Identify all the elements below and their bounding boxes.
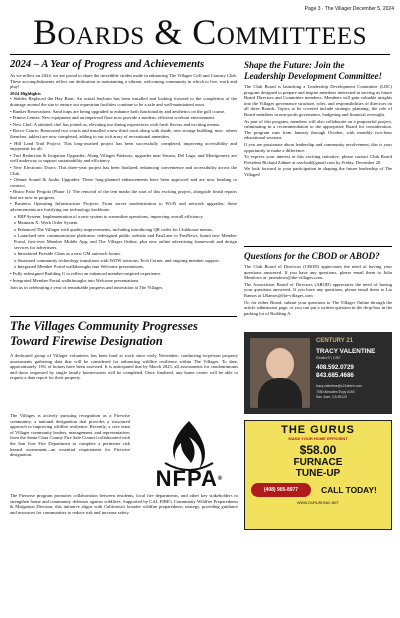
ldc-paragraph: As part of this program, members will also collaborate on a purposeful project, culminating in a recommendation to the appropriate Board for consideration. The program runs from January through October, with monthly two-hour educational sessions.	[244, 118, 392, 141]
highlight-item: • Bocce Courts: Renovated two courts and installed a new third court along with shade, new storage building, misc. others (benches, tables) are now completed, adding to our rich array of recreational amenities.	[10, 128, 237, 139]
ldc-paragraph: We look forward to your participation in shaping the future leadership of The Villages!	[244, 166, 392, 177]
firewise-article-title	[10, 319, 238, 349]
gurus-website[interactable]: WWW.GURUSHVAC.NET	[297, 501, 339, 505]
gurus-tagline: MAKE YOUR HOME EFFICIENT	[288, 436, 348, 441]
ldc-title-line2: Leadership Development Committee!	[244, 71, 382, 81]
progress-intro: As we reflect on 2024, we are proud to share the incredible strides made in enhancing The Villages Golf and Country Club. These accomplishments reflect our dedication to maintaining a vibrant, welcoming community in which to live, work and play!	[10, 73, 237, 90]
highlight-item: • Fitness Center: New equipment and an improved floor now provide a modern, efficient workout environment.	[10, 115, 216, 121]
progress-article-body	[10, 73, 237, 314]
page-header: Page 3 · The Villager December 5, 2024	[304, 6, 394, 12]
section-divider	[10, 316, 237, 317]
ldc-article-body	[244, 84, 392, 242]
highlight-item: • Stables Replaced the Hay Barn: An actual hayburn has been installed and looking forward to the completion of the drainage around the site to ensure our equestrian facilities continue to be a safe and well-maintained asset.	[10, 96, 237, 107]
nfpa-wordmark: NFPA	[155, 466, 218, 491]
realtor-name: TRACY VALENTINE	[316, 348, 376, 355]
masthead-rule	[10, 54, 390, 55]
progress-outro: Join us in celebrating a year of remarkable progress and innovation at The Villages.	[10, 285, 164, 291]
highlight-item: o Integrated Member Portal walkthroughs into Welcome presentations.	[14, 264, 145, 270]
highlights-list	[10, 96, 237, 283]
highlight-item: • New Electronic Doors: This three-year project has been finalized, enhancing convenience and accessibility across the Club.	[10, 164, 237, 176]
highlight-item: o Introduced Fireside Chats as a new GM outreach forum.	[14, 251, 121, 257]
highlight-item: • Fully redesigned Building G to reflect an enhanced member-inspired experience.	[10, 271, 162, 276]
highlight-item: o Sustained community technology transitions with WOW sessions, Tech Corner, and ongoing member support.	[14, 257, 220, 263]
highlight-item: • Bunker Renovations: Sand traps are being upgraded to enhance both functionality and aesthetics on the golf course.	[10, 108, 226, 114]
progress-article-title: 2024 – A Year of Progress and Achievements	[10, 59, 205, 70]
masthead-title: Boards & Committees	[32, 12, 368, 52]
ldc-title-line1: Shape the Future: Join the	[244, 60, 345, 70]
highlight-item: o ERP System: Implementation of a new system to streamline operations, improving overall efficiency.	[14, 213, 204, 219]
highlight-item: • Orbuni Sound & Audio Upgrades: These long-planned enhancements have been approved and are now heading to contract.	[10, 177, 237, 188]
ldc-paragraph: The Club Board is launching a Leadership Development Committee (LDC) program designed to prepare and inspire members interested in serving as future Board Directors and Committee members. Members will gain valuable insights into the Villages governance structure, roles, and responsibilities of directors on all three Boards. Topics to be covered include strategic planning, the role of Board members in non-profit governance, budgeting and financial oversight.	[244, 84, 392, 117]
firewise-para1: A dedicated group of Villager volunteers has been hard at work since early November, conducting in-person property assessments gathering data that will be considered for enhancing wildfire resilience within The Villages. To date, approximately 13% of homes have been assessed. It is anticipated that by March 2025, all assessments for condominiums and those requested by single family homeowners will be completed. Once finalized, any home owner will be able to request a data report for their property.	[10, 353, 238, 381]
service-tuneup: TUNE-UP	[295, 468, 341, 479]
questions-article-title: Questions for the CBOD or ABOD?	[244, 251, 380, 261]
ldc-paragraph: If you are passionate about leadership and community involvement, this is your opportunity to make a difference.	[244, 141, 392, 153]
highlight-item: o Launched new communication platforms: redesigned public website and FastLane to FastNews, brand new Member Portal, first-ever Member Mobile App, and The Villager Online, plus new online advertising framework and design services for advertisers.	[14, 233, 237, 250]
highlight-item: • Integrated Member Portal walkthroughs into Welcome presentations.	[10, 277, 140, 283]
service-furnace: FURNACE	[293, 457, 343, 468]
highlights-label: 2024 Highlights	[10, 90, 41, 96]
realtor-photo	[250, 338, 310, 408]
highlight-item: • Hill Land Trail Project: This long-awaited project has been successfully completed, improving accessibility and enjoyment for all.	[10, 140, 237, 152]
ldc-paragraph: To express your interest in this exciting initiative, please contact Club Board President Richard Zahner at rzzcbod@gmail.com by Friday, December 20.	[244, 154, 392, 165]
firewise-title-line2: Toward Firewise Designation	[10, 334, 163, 348]
realtor-role: Realtor® | DRE	[316, 356, 341, 360]
highlight-item: • New Chef: A talented chef has joined us, elevating our dining experiences with fresh flavors and exciting menus.	[10, 121, 221, 127]
firewise-para3: The Firewise program promotes collaboration between residents, local fire departments, and other key stakeholders to strengthen home and community defenses against wildfires. Supported by CAL FIRE's Community Wildfire Preparedness & Mitigation Division, this initiative aligns with California's broader wildfire preparedness strategy, providing guidance and resources for communities to reduce risk and increase safety.	[10, 493, 238, 515]
questions-paragraph: The Association Board of Directors (ABOD) appreciates the need of having your questions answered. If you have any questions, please email them to Liz Ramos at LRamos@the-villages.com	[244, 281, 392, 298]
highlight-item: • Bistro Patio Pergola (Phase 1): The removal of the tent marks the start of this exciting project, alongside finish repairs that are now in progress.	[10, 189, 237, 200]
questions-article-body	[244, 264, 392, 328]
firewise-title-line1: The Villages Community Progresses	[10, 319, 198, 333]
realtor-email[interactable]: tracy.valentine@c21abien.com	[316, 384, 363, 388]
highlight-item: • Business Operating Infrastructure Projects: From server modernization to Wi-Fi and network upgrades, these advancements are fortifying our technology backbone.	[10, 201, 237, 213]
nfpa-registered-mark: ®	[217, 476, 224, 482]
gurus-hvac-ad[interactable]	[244, 420, 392, 530]
call-today-cta[interactable]: CALL TODAY!	[321, 485, 377, 495]
highlight-item: o Enhanced The Villager with quality improvements, including introducing QR codes for Clubhouse menus.	[14, 226, 213, 232]
realtor-address: 7050 Almaden Expy #150	[316, 390, 355, 394]
century21-logo: CENTURY 21	[316, 338, 354, 344]
nfpa-logo	[143, 417, 236, 495]
realtor-city: San Jose, CA 95120	[316, 395, 347, 399]
tuneup-price: $58.00	[299, 443, 337, 457]
realtor-ad[interactable]	[244, 332, 392, 414]
questions-paragraph: The Club Board of Directors (CBOD) appreciates the need of having your questions answered. If you have any questions, please email them to Julia Meadows at: jmeadows@the-villages.com.	[244, 264, 392, 281]
highlight-item: • Turf Reduction & Irrigation Upgrades: Along Villages Parkway, upgrades near Sonata, Del Lago, and Montgomery are well underway to support sustainability and efficiency.	[10, 152, 237, 164]
realtor-phone-1[interactable]: 408.592.0729	[316, 364, 354, 371]
gurus-phone[interactable]: (408) 905-8977	[251, 483, 311, 497]
realtor-phone-2[interactable]: 843.685.4686	[316, 372, 354, 379]
ldc-article-title	[244, 60, 394, 82]
highlight-item: o Maintain X: Work Order System	[14, 220, 78, 226]
firewise-para2: The Villages is actively pursuing recognition as a Firewise community, a national designation that provides a structured approach to improving wildfire resilience. Recently, a core team of Villager community leaders, management, and representatives from the Santa Clara County Fire Safe Council collaborated with the San Jose Fire Department to complete a perimeter risk hazard assessment—an essential requirement for Firewise designation.	[10, 413, 130, 458]
gurus-logo: THE GURUS	[281, 424, 355, 436]
right-divider	[244, 246, 392, 247]
questions-paragraph: Or, for either Board, submit your questions to The Villager Online through the article submission page, or you can put a written question in the drop-box in the parking lot of Building A.	[244, 299, 392, 316]
